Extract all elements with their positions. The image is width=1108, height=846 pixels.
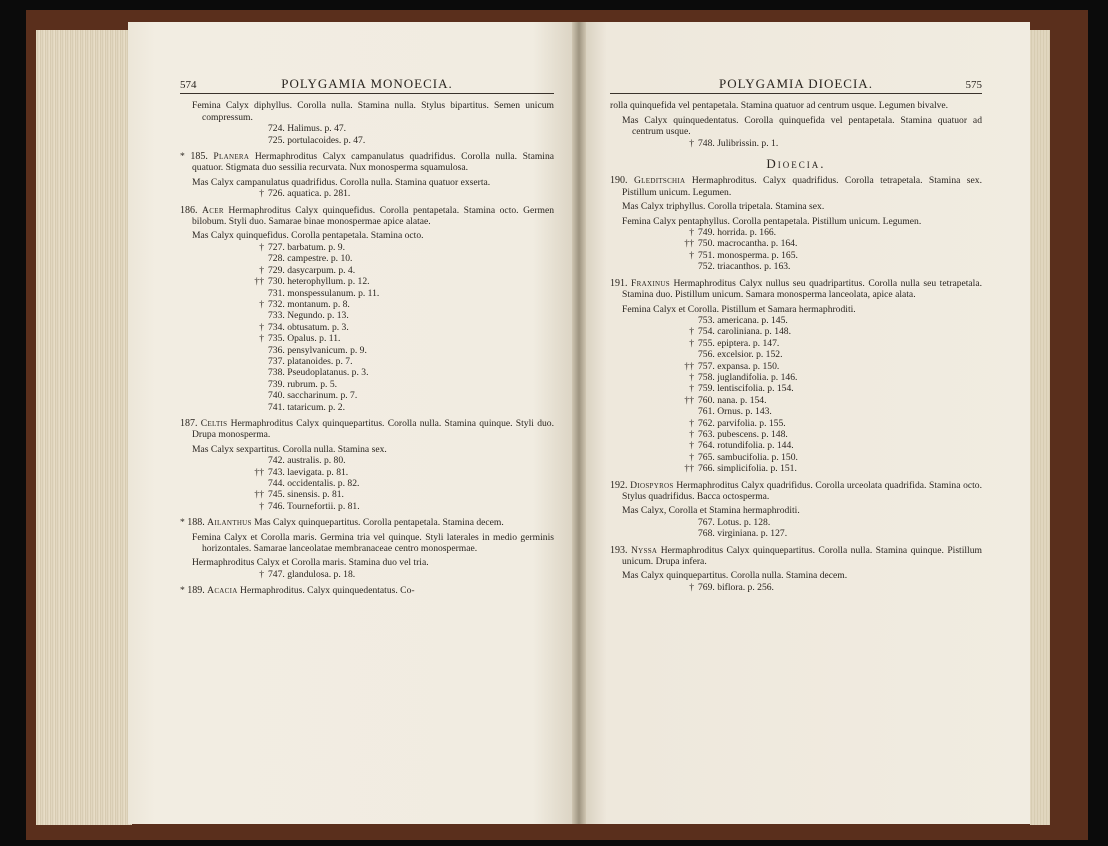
genus-star: * <box>180 151 185 163</box>
species-text: 735. Opalus. p. 11. <box>268 333 341 345</box>
genus-description: Hermaphroditus Calyx quinquepartitus. Corolla nulla. Stamina quinque. Styli duo. Drupa monosperma. <box>192 417 554 441</box>
species-text: 752. triacanthos. p. 163. <box>698 261 791 273</box>
page-edges-right <box>1030 30 1050 825</box>
species-mark: † <box>689 383 694 395</box>
species-text: 763. pubescens. p. 148. <box>698 428 788 440</box>
species-mark: †† <box>684 394 694 406</box>
species-entry <box>180 123 554 134</box>
species-entry <box>610 261 982 272</box>
genus-entry <box>610 278 982 301</box>
species-mark: † <box>259 241 264 253</box>
description-text: Mas Calyx quinquefidus. Corolla pentapetala. Stamina octo. <box>192 230 424 242</box>
genus-number: 192. <box>610 479 628 491</box>
species-mark: †† <box>684 360 694 372</box>
species-mark: † <box>689 440 694 452</box>
species-entry <box>180 188 554 199</box>
species-mark <box>670 517 698 528</box>
species-mark <box>240 402 268 413</box>
species-entry <box>180 489 554 500</box>
species-entry <box>180 569 554 580</box>
left-running-head <box>180 78 554 94</box>
left-page-content <box>180 78 554 597</box>
section-title: Dioecia. <box>766 156 826 172</box>
genus-entry <box>180 585 554 596</box>
species-mark <box>240 367 268 378</box>
genus-entry <box>610 480 982 503</box>
species-mark: †† <box>254 276 264 288</box>
species-text: 757. expansa. p. 150. <box>698 360 780 372</box>
species-text: 747. glandulosa. p. 18. <box>268 568 356 580</box>
description-text: Femina Calyx pentaphyllus. Corolla pentapetala. Pistillum unicum. Legumen. <box>622 215 922 227</box>
description-line <box>180 177 554 188</box>
species-text: 766. simplicifolia. p. 151. <box>698 463 797 475</box>
species-text: 764. rotundifolia. p. 144. <box>698 440 794 452</box>
species-entry <box>610 440 982 451</box>
species-entry <box>180 356 554 367</box>
species-entry <box>610 406 982 417</box>
right-running-head <box>610 78 982 94</box>
species-mark: † <box>689 428 694 440</box>
description-text: Femina Calyx et Corolla. Pistillum et Samara hermaphroditi. <box>622 303 856 315</box>
species-entry <box>610 227 982 238</box>
description-line <box>180 532 554 555</box>
species-entry <box>180 253 554 264</box>
species-mark <box>240 379 268 390</box>
species-entry <box>180 501 554 512</box>
description-line <box>610 570 982 581</box>
genus-number: 193. <box>610 544 628 556</box>
species-mark <box>670 315 698 326</box>
book-gutter <box>572 22 586 824</box>
species-entry <box>180 242 554 253</box>
species-entry <box>610 372 982 383</box>
description-text: Mas Calyx quinquepartitus. Corolla nulla. Stamina decem. <box>622 570 848 582</box>
genus-name: Fraxinus <box>631 277 670 289</box>
species-text: 730. heterophyllum. p. 12. <box>268 276 370 288</box>
genus-number: 190. <box>610 175 628 187</box>
right-entries-continued <box>610 100 982 149</box>
species-text: 725. portulacoides. p. 47. <box>268 134 366 146</box>
species-mark: † <box>689 249 694 261</box>
species-entry <box>610 429 982 440</box>
species-mark: † <box>689 326 694 338</box>
species-text: 739. rubrum. p. 5. <box>268 378 338 390</box>
species-mark <box>240 478 268 489</box>
species-text: 742. australis. p. 80. <box>268 455 346 467</box>
species-entry <box>610 582 982 593</box>
left-page-number: 574 <box>180 79 197 91</box>
species-mark <box>240 123 268 134</box>
genus-number: 189. <box>187 585 205 597</box>
right-entries <box>610 175 982 593</box>
description-text: Mas Calyx campanulatus quadrifidus. Corolla nulla. Stamina quatuor exserta. <box>192 176 491 188</box>
species-mark: † <box>689 451 694 463</box>
species-entry <box>180 265 554 276</box>
species-mark <box>240 356 268 367</box>
species-mark <box>240 390 268 401</box>
genus-description: Hermaphroditus Calyx nullus seu quadripartitus. Corolla nulla seu tetrapetala. Stamina duo. Pistillum unicum. Samara monosperma lanceolata, apice alata. <box>622 277 983 301</box>
description-line <box>610 201 982 212</box>
description-line <box>180 100 554 123</box>
species-mark: † <box>689 337 694 349</box>
species-entry <box>180 333 554 344</box>
species-entry <box>180 402 554 413</box>
genus-description: Hermaphroditus Calyx quinquepartitus. Corolla nulla. Stamina quinque. Pistillum unicum. Drupa infera. <box>622 544 982 568</box>
genus-name: Acacia <box>207 585 238 597</box>
species-mark: † <box>689 371 694 383</box>
genus-number: 186. <box>180 204 198 216</box>
species-entry <box>610 250 982 261</box>
species-text: 765. sambucifolia. p. 150. <box>698 451 798 463</box>
genus-name: Celtis <box>200 417 228 429</box>
description-line <box>610 505 982 516</box>
species-mark: †† <box>254 466 264 478</box>
species-entry <box>610 452 982 463</box>
genus-entry <box>610 545 982 568</box>
right-page-number: 575 <box>965 79 982 91</box>
species-text: 729. dasycarpum. p. 4. <box>268 264 356 276</box>
species-entry <box>180 276 554 287</box>
species-mark <box>240 345 268 356</box>
species-entry <box>610 383 982 394</box>
species-text: 745. sinensis. p. 81. <box>268 489 344 501</box>
species-text: 761. Ornus. p. 143. <box>698 406 772 418</box>
species-text: 738. Pseudoplatanus. p. 3. <box>268 367 369 379</box>
genus-name: Acer <box>202 204 224 216</box>
species-mark: † <box>259 188 264 200</box>
species-mark <box>240 135 268 146</box>
genus-description: Hermaphroditus Calyx quadrifidus. Corolla urceolata quadrifida. Stamina octo. Stylus quadrifidus. Bacca octosperma. <box>622 479 982 502</box>
species-entry <box>610 361 982 372</box>
genus-description: Hermaphroditus. Calyx quadrifidus. Corolla tetrapetala. Stamina sex. Pistillum unicum. Legumen. <box>622 175 982 198</box>
species-entry <box>610 338 982 349</box>
species-entry <box>610 528 982 539</box>
species-text: 746. Tournefortii. p. 81. <box>268 500 360 512</box>
description-line <box>610 115 982 138</box>
species-text: 727. barbatum. p. 9. <box>268 241 346 253</box>
species-entry <box>610 238 982 249</box>
species-entry <box>180 322 554 333</box>
species-entry <box>610 395 982 406</box>
species-text: 755. epiptera. p. 147. <box>698 337 780 349</box>
species-entry <box>180 478 554 489</box>
species-text: 741. tataricum. p. 2. <box>268 401 345 413</box>
species-entry <box>180 367 554 378</box>
species-entry <box>610 326 982 337</box>
species-entry <box>180 379 554 390</box>
genus-star: * <box>180 585 185 597</box>
species-entry <box>180 135 554 146</box>
species-entry <box>180 467 554 478</box>
description-text: Mas Calyx, Corolla et Stamina hermaphroditi. <box>622 505 800 517</box>
species-mark <box>670 528 698 539</box>
species-entry <box>180 288 554 299</box>
species-mark: †† <box>684 463 694 475</box>
species-text: 744. occidentalis. p. 82. <box>268 478 360 489</box>
species-text: 753. americana. p. 145. <box>698 314 788 326</box>
genus-entry <box>180 517 554 528</box>
species-entry <box>180 299 554 310</box>
genus-description: Mas Calyx quinquepartitus. Corolla pentapetala. Stamina decem. <box>254 517 504 529</box>
description-text: Mas Calyx sexpartitus. Corolla nulla. Stamina sex. <box>192 443 387 455</box>
genus-name: Planera <box>213 151 250 163</box>
species-text: 759. lentiscifolia. p. 154. <box>698 383 794 395</box>
species-mark: † <box>259 321 264 333</box>
species-text: 726. aquatica. p. 281. <box>268 188 351 200</box>
genus-description: Hermaphroditus Calyx quinquefidus. Corolla pentapetala. Stamina octo. Germen bilobum. Styli duo. Samarae binae monospermae apice alatae. <box>192 204 554 228</box>
species-mark: † <box>259 298 264 310</box>
species-text: 760. nana. p. 154. <box>698 394 767 406</box>
description-text: Hermaphroditus Calyx et Corolla maris. Stamina duo vel tria. <box>192 557 429 569</box>
species-mark: † <box>689 581 694 593</box>
species-text: 737. platanoides. p. 7. <box>268 355 353 367</box>
page-edges-left <box>36 30 132 825</box>
description-line <box>180 444 554 455</box>
species-text: 754. caroliniana. p. 148. <box>698 326 791 338</box>
species-text: 750. macrocantha. p. 164. <box>698 238 798 250</box>
description-line <box>610 304 982 315</box>
species-entry <box>180 455 554 466</box>
genus-number: 191. <box>610 277 628 289</box>
species-text: 758. juglandifolia. p. 146. <box>698 371 798 383</box>
species-mark: † <box>259 333 264 345</box>
species-entry <box>610 349 982 360</box>
species-mark: † <box>689 227 694 239</box>
genus-name: Ailanthus <box>207 517 252 529</box>
right-running-title: POLYGAMIA DIOECIA. <box>719 76 873 91</box>
species-entry <box>610 315 982 326</box>
species-text: 731. monspessulanum. p. 11. <box>268 287 380 299</box>
species-text: 728. campestre. p. 10. <box>268 253 353 265</box>
description-line <box>610 216 982 227</box>
description-line <box>180 557 554 568</box>
species-text: 740. saccharinum. p. 7. <box>268 390 358 402</box>
left-page <box>128 22 578 824</box>
description-text: Mas Calyx quinquedentatus. Corolla quinquefida vel pentapetala. Stamina quatuor ad centrum usque. <box>622 114 982 138</box>
genus-description: Hermaphroditus Calyx campanulatus quadrifidus. Corolla nulla. Stamina quatuor. Stigmata duo sessilia recurvata. Nux monosperma squamulosa. <box>192 151 555 174</box>
genus-number: 188. <box>187 517 205 529</box>
species-text: 756. excelsior. p. 152. <box>698 349 783 361</box>
species-mark: †† <box>254 489 264 501</box>
description-line <box>180 230 554 241</box>
species-text: 724. Halimus. p. 47. <box>268 123 347 135</box>
species-mark: †† <box>684 238 694 250</box>
species-mark: † <box>689 137 694 149</box>
description-text: Mas Calyx triphyllus. Corolla tripetala. Stamina sex. <box>622 201 825 213</box>
description-text: rolla quinquefida vel pentapetala. Stamina quatuor ad centrum usque. Legumen bivalve. <box>610 100 949 112</box>
species-text: 768. virginiana. p. 127. <box>698 528 788 540</box>
species-text: 769. biflora. p. 256. <box>698 581 774 593</box>
genus-name: Diospyros <box>630 479 674 491</box>
species-mark <box>240 455 268 466</box>
species-text: 733. Negundo. p. 13. <box>268 310 349 322</box>
species-text: 767. Lotus. p. 128. <box>698 516 771 528</box>
species-text: 751. monosperma. p. 165. <box>698 249 798 261</box>
genus-name: Nyssa <box>630 544 658 556</box>
description-text: Femina Calyx et Corolla maris. Germina tria vel quinque. Styli laterales in medio germinis horizontales. Samarae lanceolatae membranaceae centro monospermae. <box>192 531 554 555</box>
genus-name: Gleditschia <box>633 175 686 187</box>
continued-text <box>610 100 982 111</box>
species-text: 749. horrida. p. 166. <box>698 227 777 239</box>
species-entry <box>610 517 982 528</box>
right-page-content <box>610 78 982 593</box>
species-entry <box>610 463 982 474</box>
genus-entry <box>610 175 982 198</box>
species-entry <box>180 345 554 356</box>
species-mark <box>670 349 698 360</box>
left-running-title: POLYGAMIA MONOECIA. <box>281 76 453 91</box>
species-mark: † <box>259 500 264 512</box>
genus-number: 185. <box>190 151 208 163</box>
species-text: 743. laevigata. p. 81. <box>268 466 349 478</box>
species-mark: † <box>689 417 694 429</box>
species-mark <box>240 310 268 321</box>
species-entry <box>610 138 982 149</box>
left-entries <box>180 100 554 596</box>
species-mark: † <box>259 264 264 276</box>
genus-number: 187. <box>180 417 198 429</box>
species-mark <box>670 261 698 272</box>
species-entry <box>180 390 554 401</box>
species-mark <box>240 288 268 299</box>
species-text: 736. pensylvanicum. p. 9. <box>268 344 367 356</box>
description-text: Femina Calyx diphyllus. Corolla nulla. Stamina nulla. Stylus bipartitus. Semen unicum compressum. <box>192 100 554 123</box>
species-text: 748. Julibrissin. p. 1. <box>698 137 779 149</box>
species-text: 734. obtusatum. p. 3. <box>268 321 349 333</box>
genus-entry <box>180 151 554 174</box>
genus-entry <box>180 205 554 228</box>
genus-entry <box>180 418 554 441</box>
species-text: 732. montanum. p. 8. <box>268 298 350 310</box>
species-mark <box>670 406 698 417</box>
species-entry <box>610 418 982 429</box>
species-entry <box>180 310 554 321</box>
species-mark: † <box>259 568 264 580</box>
species-mark <box>240 253 268 264</box>
genus-description: Hermaphroditus. Calyx quinquedentatus. Co- <box>240 585 415 597</box>
genus-star: * <box>180 517 185 529</box>
right-page <box>580 22 1030 824</box>
species-text: 762. parvifolia. p. 155. <box>698 417 786 429</box>
